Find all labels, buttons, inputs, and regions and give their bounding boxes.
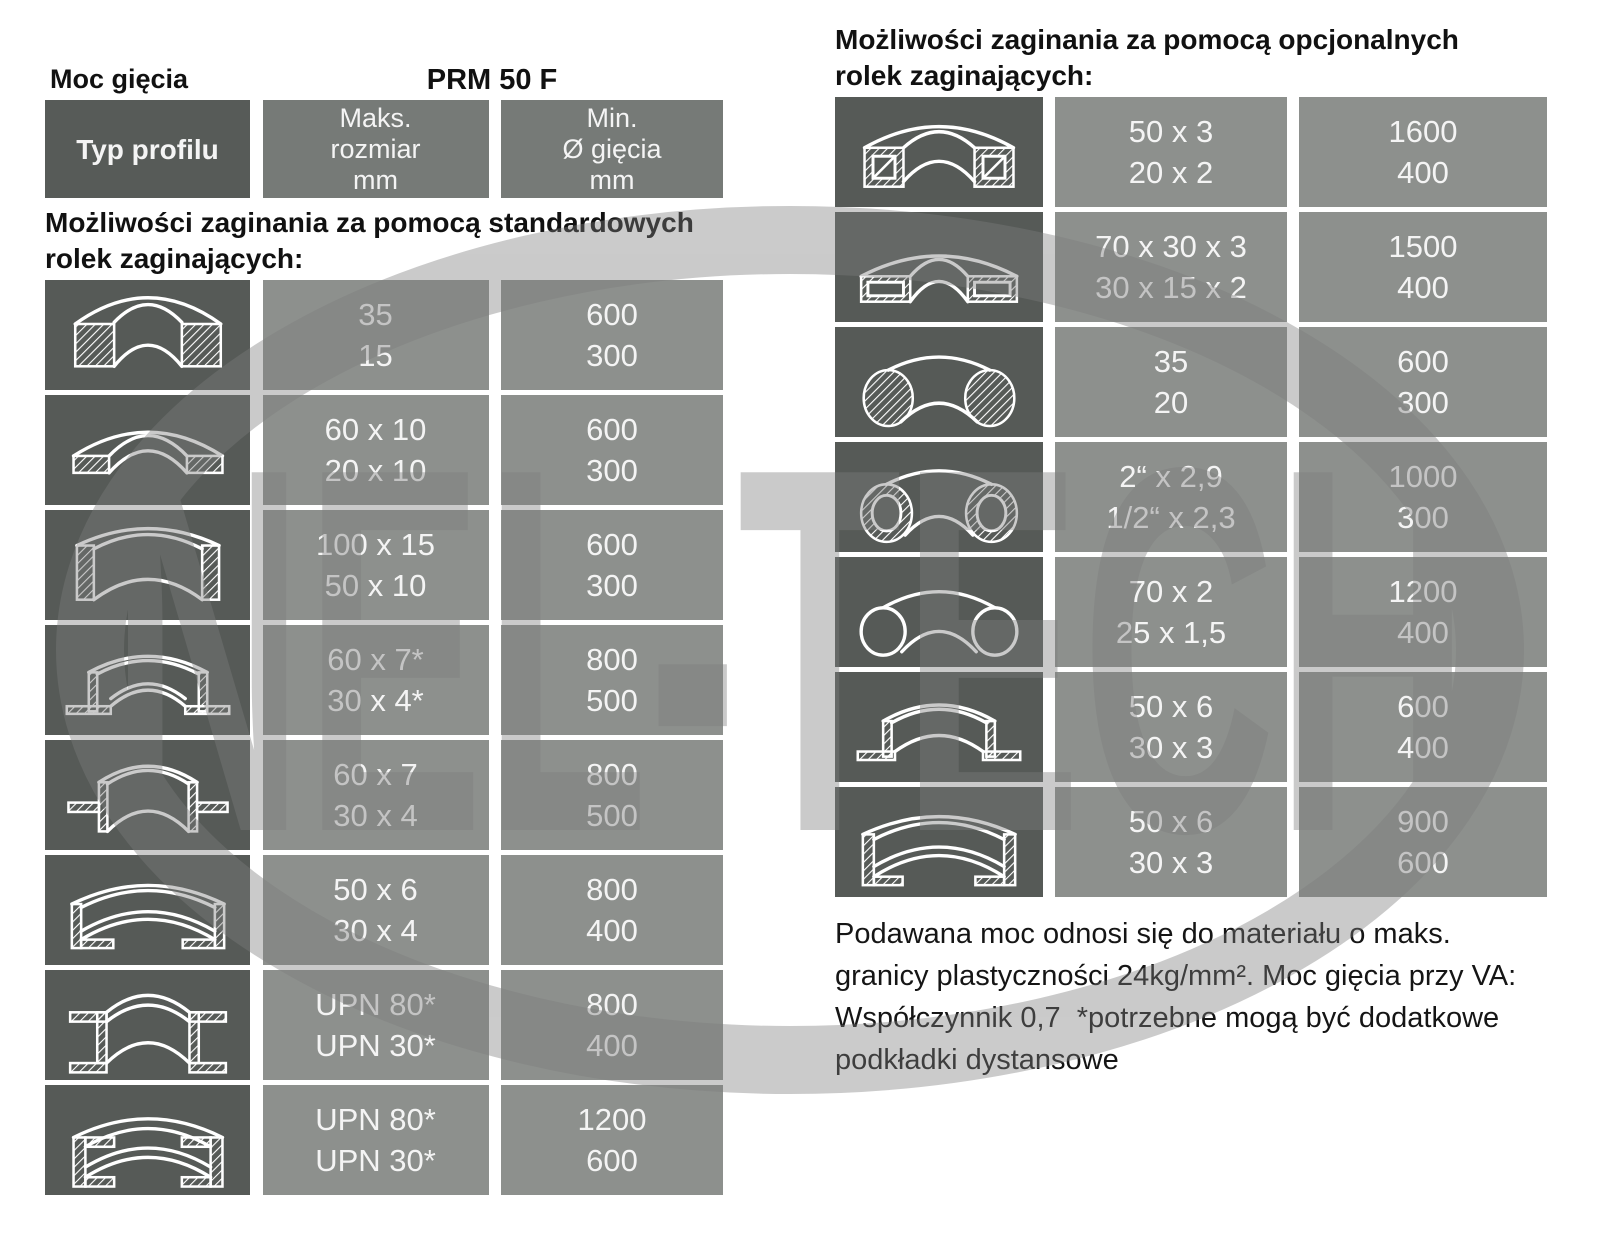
col-header-profile-type: Typ profilu bbox=[45, 100, 250, 198]
value-line: 35 bbox=[1153, 344, 1189, 379]
value-line: 300 bbox=[1397, 500, 1449, 535]
min-diameter-cell bbox=[1299, 787, 1547, 897]
value-line: 400 bbox=[1397, 270, 1449, 305]
value-line: 400 bbox=[1397, 615, 1449, 650]
footnote-text bbox=[835, 913, 1547, 1081]
standard-rollers-table bbox=[45, 100, 723, 1195]
value-line: 1200 bbox=[1388, 574, 1458, 609]
value-line: 1000 bbox=[1388, 459, 1458, 494]
min-diameter-cell bbox=[1299, 97, 1547, 207]
footnote-line: Współczynnik 0,7 *potrzebne mogą być dodatkowe bbox=[835, 1002, 1500, 1034]
angle-legs-out-icon bbox=[62, 625, 234, 735]
value-line: 50 x 6 bbox=[1128, 804, 1214, 839]
profile-icon-cell bbox=[45, 280, 250, 390]
value-line: 1500 bbox=[1388, 229, 1458, 264]
max-size-cell bbox=[1055, 787, 1287, 897]
value-line: 30 x 15 x 2 bbox=[1095, 270, 1247, 305]
value-line: 20 x 10 bbox=[324, 453, 427, 488]
header-line: rozmiar bbox=[330, 133, 421, 164]
value-line: 2“ x 2,9 bbox=[1119, 459, 1223, 494]
profile-icon-cell bbox=[835, 672, 1043, 782]
value-line: 400 bbox=[1397, 155, 1449, 190]
bending-power-label: Moc gięcia bbox=[50, 64, 189, 94]
max-size-cell bbox=[263, 510, 489, 620]
value-line: 20 bbox=[1153, 385, 1189, 420]
value-line: UPN 30* bbox=[315, 1028, 436, 1063]
round-tube-thin-icon bbox=[853, 557, 1025, 667]
value-line: 400 bbox=[586, 913, 638, 948]
max-size-cell bbox=[263, 395, 489, 505]
optional-section-heading bbox=[835, 22, 1547, 94]
value-line: UPN 80* bbox=[315, 987, 436, 1022]
max-size-cell bbox=[1055, 557, 1287, 667]
round-tube-thick-icon bbox=[853, 442, 1025, 552]
header-line: mm bbox=[589, 164, 635, 195]
min-diameter-cell bbox=[501, 395, 723, 505]
min-diameter-cell bbox=[501, 855, 723, 965]
standard-rows bbox=[45, 280, 723, 1195]
value-line: 600 bbox=[1397, 689, 1449, 724]
min-diameter-cell bbox=[1299, 212, 1547, 322]
max-size-cell bbox=[263, 625, 489, 735]
optional-rows bbox=[835, 97, 1547, 897]
value-line: 500 bbox=[586, 798, 638, 833]
max-size-cell bbox=[263, 970, 489, 1080]
value-line: 300 bbox=[586, 338, 638, 373]
max-size-cell bbox=[1055, 212, 1287, 322]
profile-icon-cell bbox=[45, 1085, 250, 1195]
caption-row bbox=[45, 64, 723, 100]
angle-legs-in-icon bbox=[62, 855, 234, 965]
value-line: 60 x 7* bbox=[327, 642, 424, 677]
upn-flange-icon bbox=[62, 1085, 234, 1195]
profile-icon-cell bbox=[45, 740, 250, 850]
min-diameter-cell bbox=[1299, 672, 1547, 782]
value-line: 800 bbox=[586, 872, 638, 907]
max-size-cell bbox=[263, 740, 489, 850]
col-header-max-size bbox=[263, 100, 489, 198]
value-line: UPN 30* bbox=[315, 1143, 436, 1178]
max-size-cell bbox=[1055, 672, 1287, 782]
profile-icon-cell bbox=[835, 442, 1043, 552]
value-line: 1200 bbox=[577, 1102, 647, 1137]
upn-web-icon bbox=[62, 970, 234, 1080]
value-line: 500 bbox=[586, 683, 638, 718]
t-profile-icon bbox=[62, 740, 234, 850]
value-line: 70 x 30 x 3 bbox=[1095, 229, 1247, 264]
rect-tube-icon bbox=[853, 212, 1025, 322]
value-line: 300 bbox=[1397, 385, 1449, 420]
value-line: 30 x 4* bbox=[327, 683, 424, 718]
value-line: 30 x 4 bbox=[333, 913, 418, 948]
standard-section-heading bbox=[45, 205, 723, 277]
footnote-line: granicy plastyczności 24kg/mm². Moc gięcia przy VA: bbox=[835, 960, 1517, 992]
value-line: 30 x 3 bbox=[1128, 730, 1214, 765]
min-diameter-cell bbox=[501, 1085, 723, 1195]
value-line: 400 bbox=[586, 1028, 638, 1063]
machine-model-label: PRM 50 F bbox=[426, 64, 558, 96]
profile-icon-cell bbox=[835, 557, 1043, 667]
profile-icon-cell bbox=[835, 212, 1043, 322]
min-diameter-cell bbox=[501, 510, 723, 620]
min-diameter-cell bbox=[1299, 442, 1547, 552]
channel-up-icon bbox=[853, 787, 1025, 897]
header-line: Min. bbox=[586, 102, 638, 133]
max-size-cell bbox=[263, 855, 489, 965]
value-line: 100 x 15 bbox=[316, 527, 435, 562]
value-line: 30 x 4 bbox=[333, 798, 418, 833]
value-line: 600 bbox=[586, 412, 638, 447]
header-line: Maks. bbox=[339, 102, 412, 133]
round-bar-icon bbox=[853, 327, 1025, 437]
value-line: 300 bbox=[586, 453, 638, 488]
profile-icon-cell bbox=[45, 510, 250, 620]
value-line: 30 x 3 bbox=[1128, 845, 1214, 880]
flat-bar-tall-icon bbox=[62, 510, 234, 620]
value-line: 70 x 2 bbox=[1128, 574, 1214, 609]
value-line: 1/2“ x 2,3 bbox=[1106, 500, 1236, 535]
flat-bar-edge-icon bbox=[62, 280, 234, 390]
value-line: 600 bbox=[586, 527, 638, 562]
max-size-cell bbox=[263, 1085, 489, 1195]
value-line: 60 x 7 bbox=[333, 757, 418, 792]
t-profile-down-icon bbox=[853, 672, 1025, 782]
min-diameter-cell bbox=[501, 740, 723, 850]
header-line: mm bbox=[353, 164, 398, 195]
value-line: 600 bbox=[1397, 845, 1449, 880]
heading-line: rolek zaginających: bbox=[45, 243, 304, 274]
header-line: Ø gięcia bbox=[562, 133, 662, 164]
profile-icon-cell bbox=[45, 855, 250, 965]
value-line: 800 bbox=[586, 757, 638, 792]
value-line: 20 x 2 bbox=[1128, 155, 1214, 190]
value-line: 25 x 1,5 bbox=[1115, 615, 1227, 650]
min-diameter-cell bbox=[1299, 327, 1547, 437]
watermark-text: NEL-TECH bbox=[110, 360, 1470, 941]
max-size-cell bbox=[263, 280, 489, 390]
heading-line: rolek zaginających: bbox=[835, 60, 1094, 91]
heading-line: Możliwości zaginania za pomocą opcjonalnych bbox=[835, 24, 1459, 55]
value-line: 600 bbox=[1397, 344, 1449, 379]
profile-icon-cell bbox=[835, 327, 1043, 437]
value-line: 600 bbox=[586, 1143, 638, 1178]
value-line: 60 x 10 bbox=[324, 412, 427, 447]
profile-icon-cell bbox=[45, 395, 250, 505]
flat-bar-flat-icon bbox=[62, 395, 234, 505]
value-line: 900 bbox=[1397, 804, 1449, 839]
min-diameter-cell bbox=[501, 280, 723, 390]
value-line: UPN 80* bbox=[315, 1102, 436, 1137]
value-line: 800 bbox=[586, 987, 638, 1022]
value-line: 600 bbox=[586, 297, 638, 332]
profile-icon-cell bbox=[45, 625, 250, 735]
value-line: 1600 bbox=[1388, 114, 1458, 149]
min-diameter-cell bbox=[501, 970, 723, 1080]
value-line: 800 bbox=[586, 642, 638, 677]
value-line: 50 x 6 bbox=[1128, 689, 1214, 724]
value-line: 50 x 3 bbox=[1128, 114, 1214, 149]
value-line: 300 bbox=[586, 568, 638, 603]
value-line: 15 bbox=[358, 338, 393, 373]
value-line: 400 bbox=[1397, 730, 1449, 765]
min-diameter-cell bbox=[501, 625, 723, 735]
value-line: 50 x 10 bbox=[324, 568, 427, 603]
footnote-line: Podawana moc odnosi się do materiału o maks. bbox=[835, 918, 1451, 950]
value-line: 50 x 6 bbox=[333, 872, 418, 907]
value-line: 35 bbox=[358, 297, 393, 332]
profile-icon-cell bbox=[835, 97, 1043, 207]
heading-line: Możliwości zaginania za pomocą standardowych bbox=[45, 207, 694, 238]
optional-rollers-table bbox=[835, 22, 1547, 1081]
max-size-cell bbox=[1055, 442, 1287, 552]
min-diameter-cell bbox=[1299, 557, 1547, 667]
table-header-row bbox=[45, 100, 723, 198]
square-tube-icon bbox=[853, 97, 1025, 207]
col-header-min-diameter bbox=[501, 100, 723, 198]
profile-icon-cell bbox=[835, 787, 1043, 897]
max-size-cell bbox=[1055, 97, 1287, 207]
profile-icon-cell bbox=[45, 970, 250, 1080]
max-size-cell bbox=[1055, 327, 1287, 437]
footnote-line: podkładki dystansowe bbox=[835, 1044, 1119, 1076]
